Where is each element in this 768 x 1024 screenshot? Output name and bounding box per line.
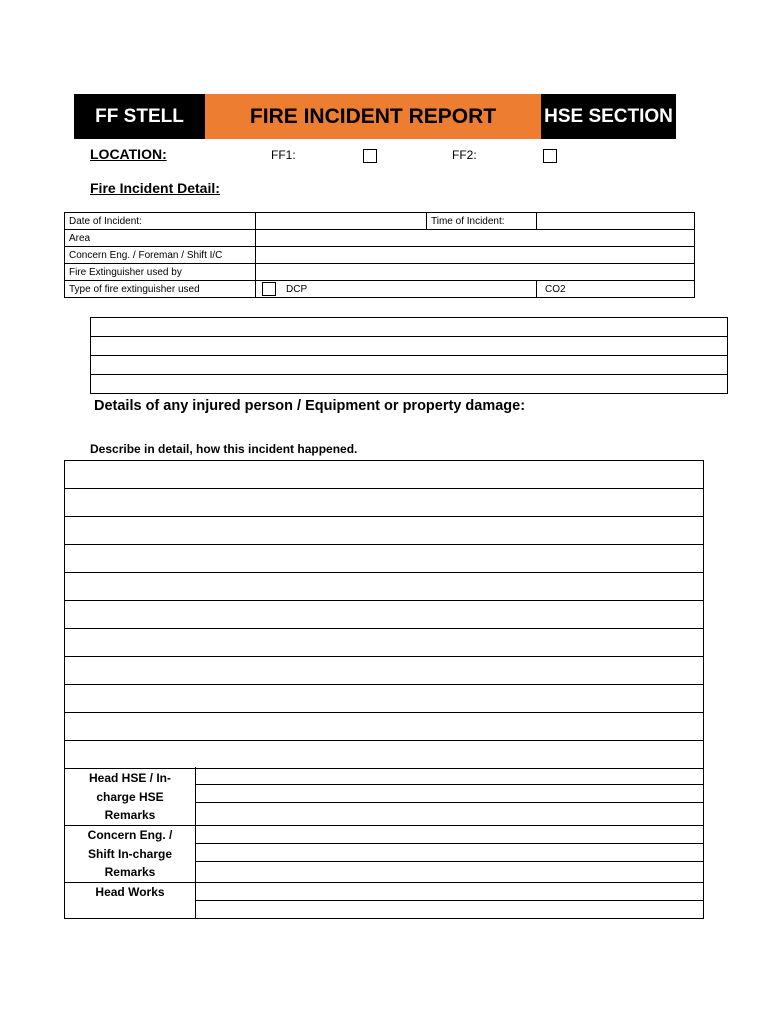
- date-field[interactable]: [256, 213, 427, 230]
- remarks-line[interactable]: [196, 843, 704, 844]
- table-row: [65, 247, 695, 264]
- time-field[interactable]: [537, 213, 695, 230]
- dcp-label: DCP: [286, 283, 308, 295]
- concern-field[interactable]: [256, 247, 695, 264]
- description-line[interactable]: [65, 573, 704, 601]
- blank-line-field[interactable]: [91, 337, 728, 356]
- description-line[interactable]: [65, 685, 704, 713]
- table-row: [91, 375, 728, 394]
- remarks-line[interactable]: [196, 802, 704, 803]
- table-row: [65, 281, 695, 298]
- location-label: LOCATION:: [90, 146, 167, 162]
- fire-detail-heading: Fire Incident Detail:: [90, 180, 220, 196]
- description-table: [64, 460, 704, 769]
- table-row: [65, 657, 704, 685]
- table-row: [65, 489, 704, 517]
- area-field[interactable]: [256, 230, 695, 247]
- table-row: [65, 213, 695, 230]
- table-row: [65, 601, 704, 629]
- description-line[interactable]: [65, 629, 704, 657]
- extra-lines-table: [90, 317, 728, 394]
- description-line[interactable]: [65, 657, 704, 685]
- table-row: [65, 573, 704, 601]
- blank-line-field[interactable]: [91, 318, 728, 337]
- description-line[interactable]: [65, 545, 704, 573]
- table-row: [65, 545, 704, 573]
- concern-label: Concern Eng. / Foreman / Shift I/C: [65, 247, 256, 264]
- company-name: FF STELL: [74, 94, 205, 139]
- description-line[interactable]: [65, 741, 704, 769]
- injury-heading: Details of any injured person / Equipment or property damage:: [94, 398, 526, 414]
- fire-detail-table: [64, 212, 695, 298]
- table-row: [91, 356, 728, 375]
- concern-eng-label: Concern Eng. / Shift In-charge Remarks: [87, 828, 173, 879]
- area-label: Area: [65, 230, 256, 247]
- description-line[interactable]: [65, 517, 704, 545]
- table-row: [65, 517, 704, 545]
- blank-line-field[interactable]: [91, 375, 728, 394]
- extinguisher-by-field[interactable]: [256, 264, 695, 281]
- remarks-line[interactable]: [196, 900, 704, 901]
- description-line[interactable]: [65, 601, 704, 629]
- head-hse-label: Head HSE / In-charge HSE Remarks: [88, 771, 171, 822]
- table-row: [65, 461, 704, 489]
- blank-line-field[interactable]: [91, 356, 728, 375]
- extinguisher-type-label: Type of fire extinguisher used: [65, 281, 256, 298]
- table-row: [91, 337, 728, 356]
- ff1-label: FF1:: [271, 148, 296, 162]
- table-row: [65, 629, 704, 657]
- date-label: Date of Incident:: [65, 213, 256, 230]
- co2-label: CO2: [545, 283, 566, 295]
- remarks-line[interactable]: [196, 861, 704, 862]
- section-name: HSE SECTION: [541, 94, 676, 139]
- table-row: [65, 264, 695, 281]
- co2-option[interactable]: [537, 281, 695, 298]
- description-instruction: Describe in detail, how this incident happened.: [90, 442, 358, 456]
- remarks-line[interactable]: [196, 784, 704, 785]
- description-line[interactable]: [65, 489, 704, 517]
- ff1-checkbox[interactable]: [363, 149, 377, 163]
- table-row: [65, 713, 704, 741]
- table-row: [65, 230, 695, 247]
- report-title: FIRE INCIDENT REPORT: [205, 94, 541, 139]
- extinguisher-by-label: Fire Extinguisher used by: [65, 264, 256, 281]
- description-line[interactable]: [65, 713, 704, 741]
- description-line[interactable]: [65, 461, 704, 489]
- table-row: [91, 318, 728, 337]
- time-label: Time of Incident:: [427, 213, 537, 230]
- remarks-line[interactable]: [196, 825, 704, 826]
- ff2-label: FF2:: [452, 148, 477, 162]
- dcp-checkbox[interactable]: [262, 282, 276, 296]
- dcp-option[interactable]: [256, 281, 537, 298]
- head-works-label: Head Works: [95, 885, 165, 899]
- table-row: [65, 741, 704, 769]
- remarks-line[interactable]: [196, 882, 704, 883]
- table-row: [65, 685, 704, 713]
- remarks-section: [64, 767, 704, 919]
- ff2-checkbox[interactable]: [543, 149, 557, 163]
